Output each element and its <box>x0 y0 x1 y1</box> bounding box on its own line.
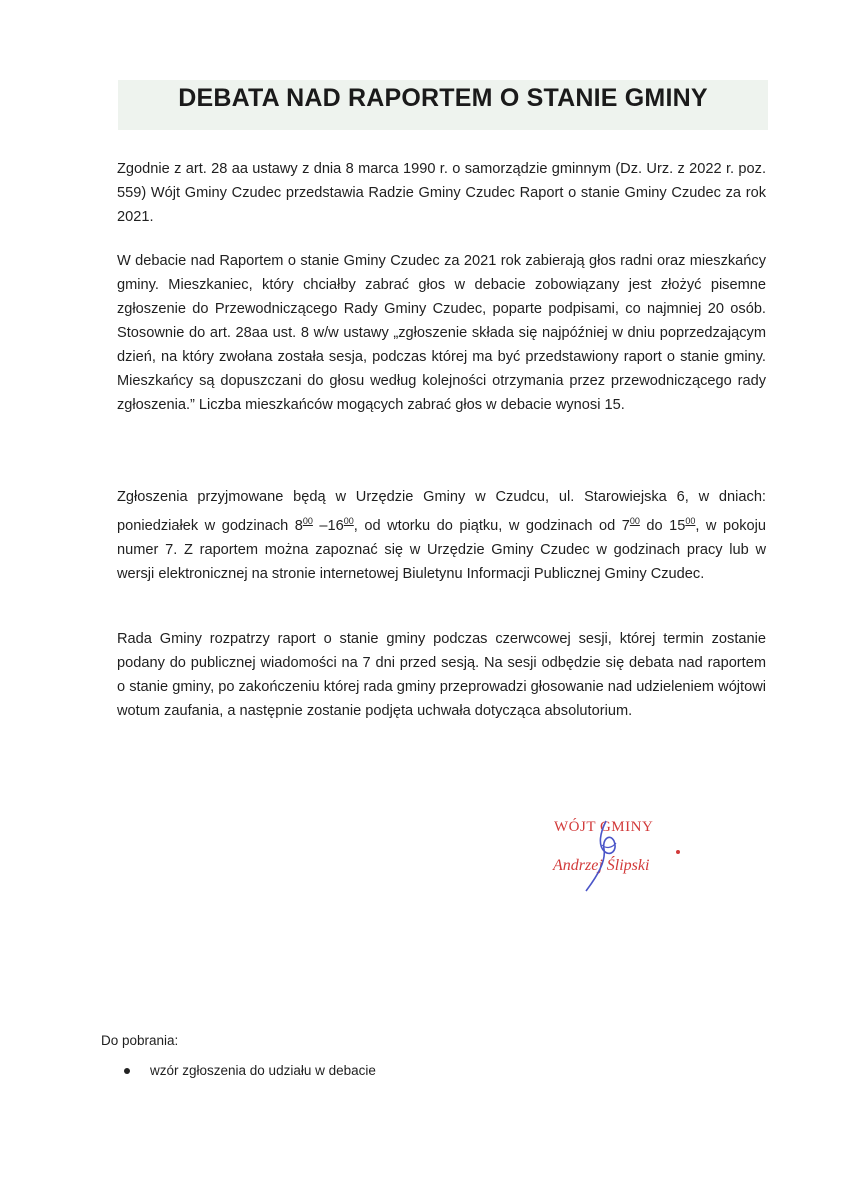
submission-text-a: Zgłoszenia przyjmowane będą w Urzędzie Gminy w Czudcu, ul. Starowiejska 6, w dniach: poniedziałek w godzinach 8 <box>117 489 766 534</box>
paragraph-submission-info <box>117 485 766 586</box>
paragraph-legal-basis: Zgodnie z art. 28 aa ustawy z dnia 8 marca 1990 r. o samorządzie gminnym (Dz. Urz. z 2022 r. poz. 559) Wójt Gminy Czudec przedstawia Radzie Gminy Czudec Raport o stanie Gminy Czudec za rok 2021. <box>117 161 766 225</box>
paragraph-session-info: Rada Gminy rozpatrzy raport o stanie gminy podczas czerwcowej sesji, której termin zostanie podany do publicznej wiadomości na 7 dni przed sesją. Na sesji odbędzie się debata nad raportem o stanie gminy, po zakończeniu której rada gminy przeprowadzi głosowanie nad udzieleniem wójtowi wotum zaufania, a następnie zostanie podjęta uchwała dotycząca absolutorium. <box>117 631 766 719</box>
submission-text-c: , od wtorku do piątku, w godzinach od 7 <box>353 518 630 534</box>
time-superscript: 00 <box>302 516 313 526</box>
download-item-label[interactable]: wzór zgłoszenia do udziału w debacie <box>150 1063 376 1078</box>
submission-text-b: –16 <box>312 518 344 534</box>
time-superscript: 00 <box>685 516 696 526</box>
submission-text-e: , w pokoju numer 7. Z raportem można zapoznać się w Urzędzie Gminy Czudec w godzinach pracy lub w wersji elektronicznej na stronie internetowej Biuletynu Informacji Publicznej Gminy Czudec. <box>117 518 766 582</box>
handwritten-signature-icon <box>548 815 688 895</box>
stamp-name: Andrzej Ślipski <box>553 857 650 874</box>
time-superscript: 00 <box>629 516 640 526</box>
stamp-title: WÓJT GMINY <box>554 819 654 835</box>
paragraph-debate-rules: W debacie nad Raportem o stanie Gminy Czudec za 2021 rok zabierają głos radni oraz mieszkańcy gminy. Mieszkaniec, który chciałby zabrać głos w debacie zobowiązany jest złożyć pisemne zgłoszenie do Przewodniczącego Rady Gminy Czudec, poparte podpisami, co najmniej 20 osób. Stosownie do art. 28aa ust. 8 w/w ustawy „zgłoszenie składa się najpóźniej w dniu poprzedzającym dzień, na który zwołana została sesja, podczas której ma być przedstawiony raport o stanie gminy. Mieszkańcy są dopuszczani do głosu według kolejności otrzymania przez przewodniczącego rady zgłoszenia.” Liczba mieszkańców mogących zabrać głos w debacie wynosi 15. <box>117 253 766 413</box>
signature-stamp <box>548 815 688 895</box>
downloads-label: Do pobrania: <box>101 1033 179 1048</box>
page-title: DEBATA NAD RAPORTEM O STANIE GMINY <box>178 84 708 112</box>
download-item[interactable] <box>124 1063 376 1078</box>
time-superscript: 00 <box>343 516 354 526</box>
submission-text-d: do 15 <box>639 518 686 534</box>
bullet-icon <box>124 1068 130 1074</box>
downloads-list <box>124 1063 376 1078</box>
